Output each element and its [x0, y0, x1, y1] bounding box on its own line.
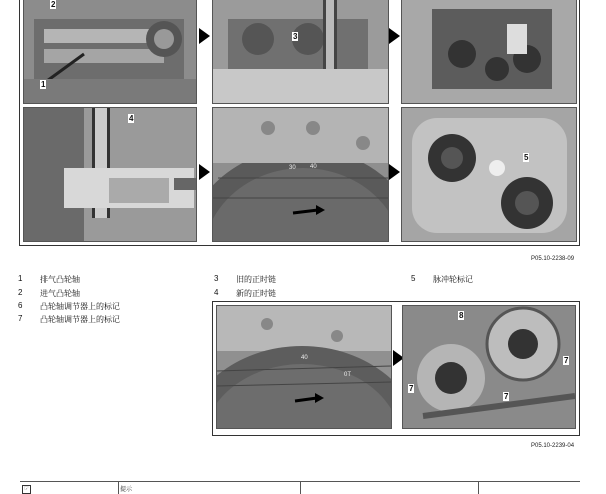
photo-chain-tool	[23, 107, 197, 242]
photo-camshaft-adjusters	[402, 305, 576, 429]
photo-pulley-40-mark	[216, 305, 392, 429]
legend-text: 新的正时链	[236, 289, 276, 298]
callout-4: 4	[129, 114, 134, 123]
legend-number: 3	[214, 274, 219, 283]
figure-2-id: P05.10-2239-04	[531, 443, 575, 449]
pulley-marks-illustration	[213, 108, 388, 241]
engine-camshaft-illustration	[24, 0, 196, 103]
pulley-mark-40: 40	[310, 164, 317, 170]
pulley-mark-0t: 0T	[344, 372, 352, 378]
photo-engine-overview	[401, 0, 577, 104]
callout-5: 5	[524, 153, 529, 162]
sequence-arrow	[199, 28, 210, 44]
legend-text: 凸轮轴调节器上的标记	[40, 315, 120, 324]
legend-number: 6	[18, 301, 23, 310]
callout-8: 8	[459, 311, 464, 320]
sequence-arrow	[199, 164, 210, 180]
camshaft-adjusters-illustration	[403, 306, 575, 428]
callout-7: 7	[564, 356, 569, 365]
legend-text: 旧的正时链	[236, 275, 276, 284]
photo-pulley-marks	[212, 107, 389, 242]
photo-engine-top-camshafts	[23, 0, 197, 104]
legend-number: 7	[18, 314, 23, 323]
legend-text: 排气凸轮轴	[40, 275, 80, 284]
callout-3: 3	[293, 32, 298, 41]
callout-7: 7	[409, 384, 414, 393]
legend-number: 2	[18, 288, 23, 297]
callout-1: 1	[41, 80, 46, 89]
bottom-note-bar	[20, 481, 580, 494]
pulse-wheel-illustration	[402, 108, 576, 241]
legend-number: 5	[411, 274, 416, 283]
chain-tool-illustration	[24, 108, 196, 241]
note-text: 提示	[120, 487, 133, 493]
legend-text: 脉冲轮标记	[433, 275, 473, 284]
legend-text: 凸轮轴调节器上的标记	[40, 302, 120, 311]
bar-divider	[300, 482, 301, 494]
photo-pulse-wheel	[401, 107, 577, 242]
legend-number: 1	[18, 274, 23, 283]
photo-chain-installation	[212, 0, 389, 104]
pulley-mark-40: 40	[301, 355, 308, 361]
pulley-40-illustration	[217, 306, 391, 428]
callout-2: 2	[51, 0, 56, 9]
engine-overview-illustration	[402, 0, 576, 103]
bar-divider	[478, 482, 479, 494]
figure-1-id: P05.10-2238-09	[531, 256, 575, 262]
callout-7: 7	[504, 392, 509, 401]
bar-divider	[118, 482, 119, 494]
legend-text: 进气凸轮轴	[40, 289, 80, 298]
note-icon: ☞	[23, 486, 30, 492]
chain-installation-illustration	[213, 0, 388, 103]
legend-number: 4	[214, 288, 219, 297]
pulley-mark-30: 30	[289, 165, 296, 171]
sequence-arrow	[389, 28, 400, 44]
sequence-arrow	[389, 164, 400, 180]
